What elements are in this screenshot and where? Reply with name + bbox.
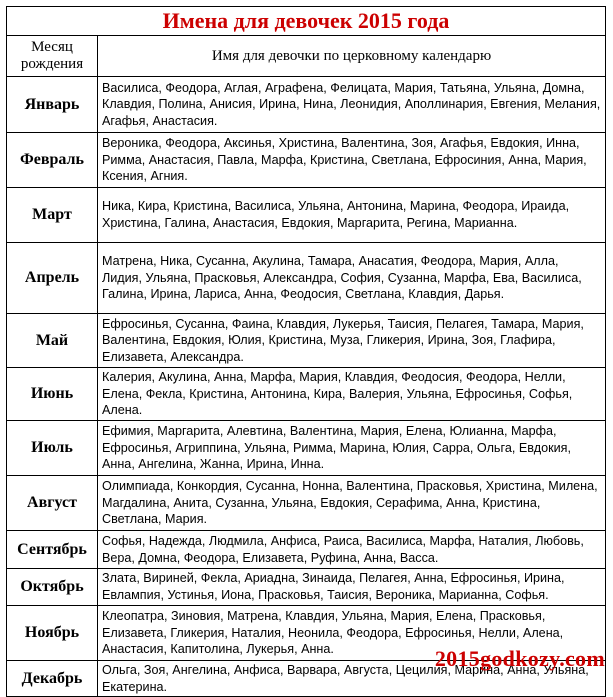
table-row [7,314,606,368]
page-title: Имена для девочек 2015 года [6,6,606,35]
table-row [7,133,606,188]
names-cell: Василиса, Феодора, Аглая, Аграфена, Фелицата, Мария, Татьяна, Ульяна, Домна, Клавдия, Полина, Анисия, Ирина, Нина, Леонидия, Аполлинария, Евгения, Мелания, Агафья, Анастасия. [98,77,606,133]
month-cell: Июнь [7,368,98,421]
table-row [7,77,606,133]
names-cell: Ефимия, Маргарита, Алевтина, Валентина, Мария, Елена, Юлианна, Марфа, Ефросинья, Агриппина, Ульяна, Римма, Марина, Юлия, Сарра, Ольга, Евдокия, Анна, Ангелина, Жанна, Ирина, Инна. [98,421,606,476]
table-row [7,476,606,531]
month-cell: Февраль [7,133,98,188]
table-row [7,569,606,606]
header-month: Месяц рождения [7,36,98,77]
month-cell: Сентябрь [7,531,98,569]
names-cell: Ольга, Зоя, Ангелина, Анфиса, Варвара, Августа, Цецилия, Марина, Анна, Ульяна, Екатерина. [98,661,606,697]
month-cell: Март [7,188,98,243]
names-cell: Матрена, Ника, Сусанна, Акулина, Тамара, Анасатия, Феодора, Мария, Алла, Лидия, Ульяна, Прасковья, Александра, София, Сузанна, Марфа, Ева, Василиса, Галина, Ирина, Лариса, Анна, Феодосия, Светлана, Клавдия, Дарья. [98,243,606,314]
month-cell: Январь [7,77,98,133]
table-row [7,531,606,569]
names-cell: Софья, Надежда, Людмила, Анфиса, Раиса, Василиса, Марфа, Наталия, Любовь, Вера, Домна, Феодора, Елизавета, Руфина, Анна, Васса. [98,531,606,569]
month-cell: Ноябрь [7,606,98,661]
table-row [7,421,606,476]
names-cell: Клеопатра, Зиновия, Матрена, Клавдия, Ульяна, Мария, Елена, Прасковья, Елизавета, Гликерия, Наталия, Неонила, Феодора, Ефросинья, Нелли, Алена, Анастасия, Капитолина, Лукерья, Анна. [98,606,606,661]
month-cell: Апрель [7,243,98,314]
site-watermark: 2015godkozy.com [434,646,605,671]
header-names: Имя для девочки по церковному календарю [98,36,606,77]
month-cell: Декабрь [7,661,98,697]
month-cell: Июль [7,421,98,476]
names-cell: Вероника, Феодора, Аксинья, Христина, Валентина, Зоя, Агафья, Евдокия, Инна, Римма, Анастасия, Павла, Марфа, Кристина, Светлана, Ефросиния, Анна, Мария, Ксения, Агния. [98,133,606,188]
names-cell: Калерия, Акулина, Анна, Марфа, Мария, Клавдия, Феодосия, Феодора, Нелли, Елена, Фекла, Кристина, Антонина, Кира, Валерия, Ульяна, Ефросинья, Софья, Алена. [98,368,606,421]
table-row [7,368,606,421]
table-header-row [7,36,606,77]
names-cell: Ефросинья, Сусанна, Фаина, Клавдия, Лукерья, Таисия, Пелагея, Тамара, Мария, Валентина, Евдокия, Юлия, Кристина, Муза, Гликерия, Ирина, Зоя, Глафира, Елизавета, Александра. [98,314,606,368]
names-cell: Ника, Кира, Кристина, Василиса, Ульяна, Антонина, Марина, Феодора, Ираида, Христина, Галина, Анастасия, Евдокия, Маргарита, Регина, Марианна. [98,188,606,243]
names-table [6,35,606,697]
month-cell: Май [7,314,98,368]
month-cell: Октябрь [7,569,98,606]
names-cell: Злата, Вириней, Фекла, Ариадна, Зинаида, Пелагея, Анна, Ефросинья, Ирина, Евлампия, Устинья, Иона, Прасковья, Таисия, Вероника, Марианна, Софья. [98,569,606,606]
month-cell: Август [7,476,98,531]
names-sheet [6,6,606,694]
names-cell: Олимпиада, Конкордия, Сусанна, Нонна, Валентина, Прасковья, Христина, Милена, Магдалина, Анита, Сузанна, Ульяна, Евдокия, Серафима, Анна, Кристина, Светлана, Мария. [98,476,606,531]
table-row [7,243,606,314]
table-row [7,188,606,243]
